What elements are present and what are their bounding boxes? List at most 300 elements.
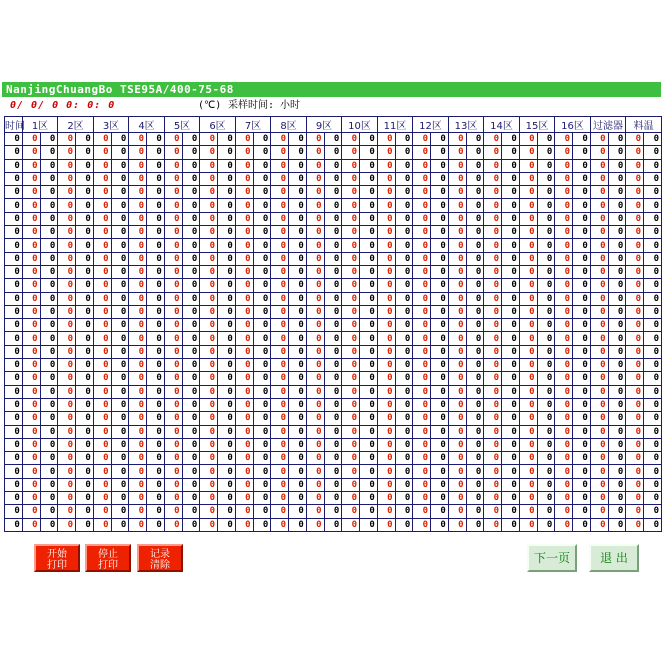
actual-value-cell: 0 [289, 505, 307, 518]
set-value-cell: 0 [413, 319, 431, 332]
actual-value-cell: 0 [395, 385, 413, 398]
actual-value-cell: 0 [537, 226, 555, 239]
set-value-cell: 0 [448, 518, 466, 531]
actual-value-cell: 0 [111, 172, 129, 185]
actual-value-cell: 0 [147, 505, 165, 518]
actual-value-cell: 0 [253, 465, 271, 478]
column-header-11: 11区 [377, 117, 413, 133]
actual-value-cell: 0 [537, 212, 555, 225]
set-value-cell: 0 [164, 239, 182, 252]
column-header-18: 料温 [626, 117, 662, 133]
set-value-cell: 0 [448, 292, 466, 305]
set-value-cell: 0 [626, 186, 644, 199]
set-value-cell: 0 [377, 478, 395, 491]
set-value-cell: 0 [377, 438, 395, 451]
actual-value-cell: 0 [76, 199, 94, 212]
actual-value-cell: 0 [111, 133, 129, 146]
exit-label: 退 出 [600, 551, 628, 565]
set-value-cell: 0 [93, 133, 111, 146]
set-value-cell: 0 [200, 465, 218, 478]
actual-value-cell: 0 [324, 133, 342, 146]
actual-value-cell: 0 [182, 226, 200, 239]
actual-value-cell: 0 [218, 452, 236, 465]
actual-value-cell: 0 [537, 452, 555, 465]
actual-value-cell: 0 [40, 252, 58, 265]
actual-value-cell: 0 [502, 425, 520, 438]
set-value-cell: 0 [626, 478, 644, 491]
actual-value-cell: 0 [466, 146, 484, 159]
set-value-cell: 0 [413, 452, 431, 465]
actual-value-cell: 0 [644, 345, 662, 358]
actual-value-cell: 0 [111, 518, 129, 531]
actual-value-cell: 0 [324, 239, 342, 252]
time-cell: 0 [5, 226, 23, 239]
actual-value-cell: 0 [608, 452, 626, 465]
actual-value-cell: 0 [573, 452, 591, 465]
actual-value-cell: 0 [111, 385, 129, 398]
set-value-cell: 0 [626, 385, 644, 398]
actual-value-cell: 0 [111, 332, 129, 345]
actual-value-cell: 0 [182, 252, 200, 265]
start-print-button[interactable] [34, 544, 80, 572]
actual-value-cell: 0 [395, 265, 413, 278]
actual-value-cell: 0 [40, 412, 58, 425]
set-value-cell: 0 [626, 518, 644, 531]
actual-value-cell: 0 [289, 186, 307, 199]
column-header-4: 4区 [129, 117, 165, 133]
set-value-cell: 0 [590, 172, 608, 185]
table-row [5, 425, 662, 438]
actual-value-cell: 0 [573, 492, 591, 505]
set-value-cell: 0 [519, 332, 537, 345]
set-value-cell: 0 [235, 412, 253, 425]
set-value-cell: 0 [519, 478, 537, 491]
set-value-cell: 0 [555, 359, 573, 372]
set-value-cell: 0 [271, 332, 289, 345]
set-value-cell: 0 [342, 146, 360, 159]
actual-value-cell: 0 [466, 492, 484, 505]
set-value-cell: 0 [22, 199, 40, 212]
set-value-cell: 0 [58, 465, 76, 478]
set-value-cell: 0 [342, 412, 360, 425]
set-value-cell: 0 [590, 133, 608, 146]
actual-value-cell: 0 [111, 146, 129, 159]
set-value-cell: 0 [555, 199, 573, 212]
set-value-cell: 0 [484, 438, 502, 451]
actual-value-cell: 0 [253, 345, 271, 358]
table-row [5, 305, 662, 318]
set-value-cell: 0 [306, 199, 324, 212]
set-value-cell: 0 [342, 305, 360, 318]
set-value-cell: 0 [626, 319, 644, 332]
actual-value-cell: 0 [182, 319, 200, 332]
set-value-cell: 0 [413, 252, 431, 265]
actual-value-cell: 0 [431, 452, 449, 465]
actual-value-cell: 0 [76, 332, 94, 345]
set-value-cell: 0 [22, 279, 40, 292]
set-value-cell: 0 [306, 332, 324, 345]
actual-value-cell: 0 [289, 252, 307, 265]
set-value-cell: 0 [306, 372, 324, 385]
actual-value-cell: 0 [324, 492, 342, 505]
actual-value-cell: 0 [644, 159, 662, 172]
set-value-cell: 0 [129, 159, 147, 172]
actual-value-cell: 0 [289, 359, 307, 372]
actual-value-cell: 0 [40, 226, 58, 239]
set-value-cell: 0 [590, 252, 608, 265]
actual-value-cell: 0 [395, 305, 413, 318]
table-row [5, 412, 662, 425]
set-value-cell: 0 [306, 518, 324, 531]
actual-value-cell: 0 [182, 438, 200, 451]
actual-value-cell: 0 [218, 305, 236, 318]
actual-value-cell: 0 [253, 265, 271, 278]
set-value-cell: 0 [413, 465, 431, 478]
set-value-cell: 0 [519, 133, 537, 146]
actual-value-cell: 0 [644, 478, 662, 491]
actual-value-cell: 0 [218, 319, 236, 332]
actual-value-cell: 0 [395, 226, 413, 239]
table-row [5, 265, 662, 278]
actual-value-cell: 0 [182, 265, 200, 278]
set-value-cell: 0 [413, 199, 431, 212]
actual-value-cell: 0 [182, 465, 200, 478]
actual-value-cell: 0 [466, 372, 484, 385]
actual-value-cell: 0 [324, 425, 342, 438]
time-cell: 0 [5, 279, 23, 292]
actual-value-cell: 0 [431, 398, 449, 411]
actual-value-cell: 0 [608, 438, 626, 451]
actual-value-cell: 0 [289, 332, 307, 345]
set-value-cell: 0 [22, 332, 40, 345]
set-value-cell: 0 [519, 212, 537, 225]
set-value-cell: 0 [519, 172, 537, 185]
set-value-cell: 0 [129, 252, 147, 265]
column-header-15: 15区 [519, 117, 555, 133]
actual-value-cell: 0 [360, 186, 378, 199]
set-value-cell: 0 [58, 425, 76, 438]
set-value-cell: 0 [93, 438, 111, 451]
actual-value-cell: 0 [253, 319, 271, 332]
set-value-cell: 0 [164, 159, 182, 172]
actual-value-cell: 0 [395, 279, 413, 292]
set-value-cell: 0 [271, 385, 289, 398]
actual-value-cell: 0 [147, 239, 165, 252]
actual-value-cell: 0 [466, 359, 484, 372]
set-value-cell: 0 [377, 305, 395, 318]
actual-value-cell: 0 [147, 226, 165, 239]
actual-value-cell: 0 [40, 319, 58, 332]
actual-value-cell: 0 [644, 319, 662, 332]
actual-value-cell: 0 [182, 398, 200, 411]
set-value-cell: 0 [200, 332, 218, 345]
actual-value-cell: 0 [573, 305, 591, 318]
set-value-cell: 0 [590, 465, 608, 478]
time-cell: 0 [5, 159, 23, 172]
stop-print-label: 停止 打印 [98, 549, 118, 571]
actual-value-cell: 0 [289, 159, 307, 172]
actual-value-cell: 0 [395, 438, 413, 451]
set-value-cell: 0 [58, 265, 76, 278]
actual-value-cell: 0 [182, 292, 200, 305]
set-value-cell: 0 [626, 252, 644, 265]
actual-value-cell: 0 [76, 452, 94, 465]
actual-value-cell: 0 [431, 265, 449, 278]
time-cell: 0 [5, 239, 23, 252]
actual-value-cell: 0 [289, 239, 307, 252]
actual-value-cell: 0 [360, 133, 378, 146]
column-header-time: 时间 [5, 117, 23, 133]
actual-value-cell: 0 [431, 226, 449, 239]
actual-value-cell: 0 [502, 319, 520, 332]
set-value-cell: 0 [626, 292, 644, 305]
set-value-cell: 0 [484, 279, 502, 292]
actual-value-cell: 0 [218, 412, 236, 425]
actual-value-cell: 0 [324, 172, 342, 185]
column-header-14: 14区 [484, 117, 520, 133]
set-value-cell: 0 [93, 186, 111, 199]
actual-value-cell: 0 [218, 438, 236, 451]
actual-value-cell: 0 [76, 518, 94, 531]
actual-value-cell: 0 [608, 385, 626, 398]
set-value-cell: 0 [377, 332, 395, 345]
set-value-cell: 0 [448, 146, 466, 159]
actual-value-cell: 0 [111, 412, 129, 425]
set-value-cell: 0 [58, 452, 76, 465]
actual-value-cell: 0 [76, 226, 94, 239]
set-value-cell: 0 [555, 345, 573, 358]
set-value-cell: 0 [22, 492, 40, 505]
set-value-cell: 0 [413, 212, 431, 225]
set-value-cell: 0 [22, 265, 40, 278]
actual-value-cell: 0 [218, 172, 236, 185]
actual-value-cell: 0 [289, 425, 307, 438]
actual-value-cell: 0 [573, 505, 591, 518]
set-value-cell: 0 [200, 305, 218, 318]
actual-value-cell: 0 [644, 172, 662, 185]
actual-value-cell: 0 [253, 385, 271, 398]
exit-button[interactable] [589, 544, 639, 572]
set-value-cell: 0 [484, 186, 502, 199]
set-value-cell: 0 [164, 398, 182, 411]
actual-value-cell: 0 [147, 186, 165, 199]
actual-value-cell: 0 [324, 146, 342, 159]
set-value-cell: 0 [129, 478, 147, 491]
actual-value-cell: 0 [182, 345, 200, 358]
actual-value-cell: 0 [218, 292, 236, 305]
stop-print-button[interactable] [85, 544, 131, 572]
set-value-cell: 0 [271, 199, 289, 212]
set-value-cell: 0 [271, 319, 289, 332]
actual-value-cell: 0 [395, 292, 413, 305]
actual-value-cell: 0 [431, 332, 449, 345]
actual-value-cell: 0 [431, 292, 449, 305]
actual-value-cell: 0 [644, 332, 662, 345]
actual-value-cell: 0 [644, 199, 662, 212]
set-value-cell: 0 [519, 372, 537, 385]
set-value-cell: 0 [129, 398, 147, 411]
actual-value-cell: 0 [218, 478, 236, 491]
set-value-cell: 0 [626, 172, 644, 185]
set-value-cell: 0 [58, 305, 76, 318]
actual-value-cell: 0 [76, 146, 94, 159]
actual-value-cell: 0 [431, 172, 449, 185]
actual-value-cell: 0 [608, 359, 626, 372]
set-value-cell: 0 [22, 133, 40, 146]
set-value-cell: 0 [306, 172, 324, 185]
actual-value-cell: 0 [502, 199, 520, 212]
actual-value-cell: 0 [218, 465, 236, 478]
actual-value-cell: 0 [218, 518, 236, 531]
set-value-cell: 0 [448, 319, 466, 332]
set-value-cell: 0 [129, 425, 147, 438]
actual-value-cell: 0 [289, 305, 307, 318]
set-value-cell: 0 [200, 199, 218, 212]
set-value-cell: 0 [519, 199, 537, 212]
set-value-cell: 0 [590, 505, 608, 518]
actual-value-cell: 0 [76, 239, 94, 252]
actual-value-cell: 0 [466, 478, 484, 491]
set-value-cell: 0 [164, 186, 182, 199]
set-value-cell: 0 [377, 505, 395, 518]
actual-value-cell: 0 [40, 492, 58, 505]
set-value-cell: 0 [22, 292, 40, 305]
actual-value-cell: 0 [324, 279, 342, 292]
actual-value-cell: 0 [537, 465, 555, 478]
time-cell: 0 [5, 425, 23, 438]
actual-value-cell: 0 [395, 252, 413, 265]
actual-value-cell: 0 [324, 452, 342, 465]
set-value-cell: 0 [377, 359, 395, 372]
set-value-cell: 0 [484, 292, 502, 305]
set-value-cell: 0 [342, 332, 360, 345]
set-value-cell: 0 [200, 478, 218, 491]
set-value-cell: 0 [93, 398, 111, 411]
actual-value-cell: 0 [573, 345, 591, 358]
actual-value-cell: 0 [218, 146, 236, 159]
clear-records-button[interactable] [137, 544, 183, 572]
set-value-cell: 0 [448, 385, 466, 398]
actual-value-cell: 0 [40, 372, 58, 385]
actual-value-cell: 0 [466, 172, 484, 185]
set-value-cell: 0 [519, 265, 537, 278]
set-value-cell: 0 [22, 172, 40, 185]
actual-value-cell: 0 [218, 345, 236, 358]
actual-value-cell: 0 [644, 359, 662, 372]
set-value-cell: 0 [342, 385, 360, 398]
set-value-cell: 0 [164, 385, 182, 398]
actual-value-cell: 0 [360, 438, 378, 451]
actual-value-cell: 0 [644, 492, 662, 505]
actual-value-cell: 0 [147, 398, 165, 411]
actual-value-cell: 0 [537, 492, 555, 505]
actual-value-cell: 0 [147, 385, 165, 398]
actual-value-cell: 0 [608, 146, 626, 159]
set-value-cell: 0 [519, 452, 537, 465]
set-value-cell: 0 [342, 492, 360, 505]
actual-value-cell: 0 [253, 226, 271, 239]
table-row [5, 478, 662, 491]
actual-value-cell: 0 [608, 398, 626, 411]
actual-value-cell: 0 [466, 505, 484, 518]
actual-value-cell: 0 [537, 372, 555, 385]
set-value-cell: 0 [22, 305, 40, 318]
set-value-cell: 0 [342, 186, 360, 199]
next-page-button[interactable] [527, 544, 577, 572]
set-value-cell: 0 [519, 159, 537, 172]
time-cell: 0 [5, 505, 23, 518]
set-value-cell: 0 [58, 518, 76, 531]
set-value-cell: 0 [22, 345, 40, 358]
table-row [5, 186, 662, 199]
set-value-cell: 0 [93, 372, 111, 385]
set-value-cell: 0 [626, 412, 644, 425]
actual-value-cell: 0 [147, 518, 165, 531]
actual-value-cell: 0 [573, 518, 591, 531]
actual-value-cell: 0 [502, 252, 520, 265]
time-cell: 0 [5, 146, 23, 159]
set-value-cell: 0 [413, 133, 431, 146]
set-value-cell: 0 [129, 199, 147, 212]
set-value-cell: 0 [164, 292, 182, 305]
set-value-cell: 0 [413, 146, 431, 159]
set-value-cell: 0 [93, 385, 111, 398]
set-value-cell: 0 [448, 172, 466, 185]
time-cell: 0 [5, 478, 23, 491]
set-value-cell: 0 [93, 478, 111, 491]
set-value-cell: 0 [413, 172, 431, 185]
set-value-cell: 0 [164, 412, 182, 425]
actual-value-cell: 0 [289, 345, 307, 358]
set-value-cell: 0 [58, 412, 76, 425]
actual-value-cell: 0 [182, 478, 200, 491]
actual-value-cell: 0 [502, 505, 520, 518]
set-value-cell: 0 [93, 146, 111, 159]
set-value-cell: 0 [306, 452, 324, 465]
actual-value-cell: 0 [40, 332, 58, 345]
actual-value-cell: 0 [324, 226, 342, 239]
set-value-cell: 0 [484, 172, 502, 185]
set-value-cell: 0 [93, 159, 111, 172]
actual-value-cell: 0 [502, 385, 520, 398]
actual-value-cell: 0 [147, 412, 165, 425]
set-value-cell: 0 [448, 345, 466, 358]
set-value-cell: 0 [306, 359, 324, 372]
set-value-cell: 0 [164, 345, 182, 358]
set-value-cell: 0 [377, 226, 395, 239]
actual-value-cell: 0 [537, 398, 555, 411]
actual-value-cell: 0 [395, 319, 413, 332]
set-value-cell: 0 [58, 345, 76, 358]
set-value-cell: 0 [271, 478, 289, 491]
actual-value-cell: 0 [182, 279, 200, 292]
actual-value-cell: 0 [76, 372, 94, 385]
table-row [5, 385, 662, 398]
set-value-cell: 0 [555, 492, 573, 505]
set-value-cell: 0 [484, 159, 502, 172]
set-value-cell: 0 [58, 172, 76, 185]
actual-value-cell: 0 [360, 292, 378, 305]
actual-value-cell: 0 [537, 425, 555, 438]
actual-value-cell: 0 [111, 319, 129, 332]
set-value-cell: 0 [377, 252, 395, 265]
set-value-cell: 0 [484, 452, 502, 465]
actual-value-cell: 0 [466, 452, 484, 465]
actual-value-cell: 0 [360, 305, 378, 318]
set-value-cell: 0 [306, 146, 324, 159]
actual-value-cell: 0 [608, 292, 626, 305]
actual-value-cell: 0 [253, 252, 271, 265]
